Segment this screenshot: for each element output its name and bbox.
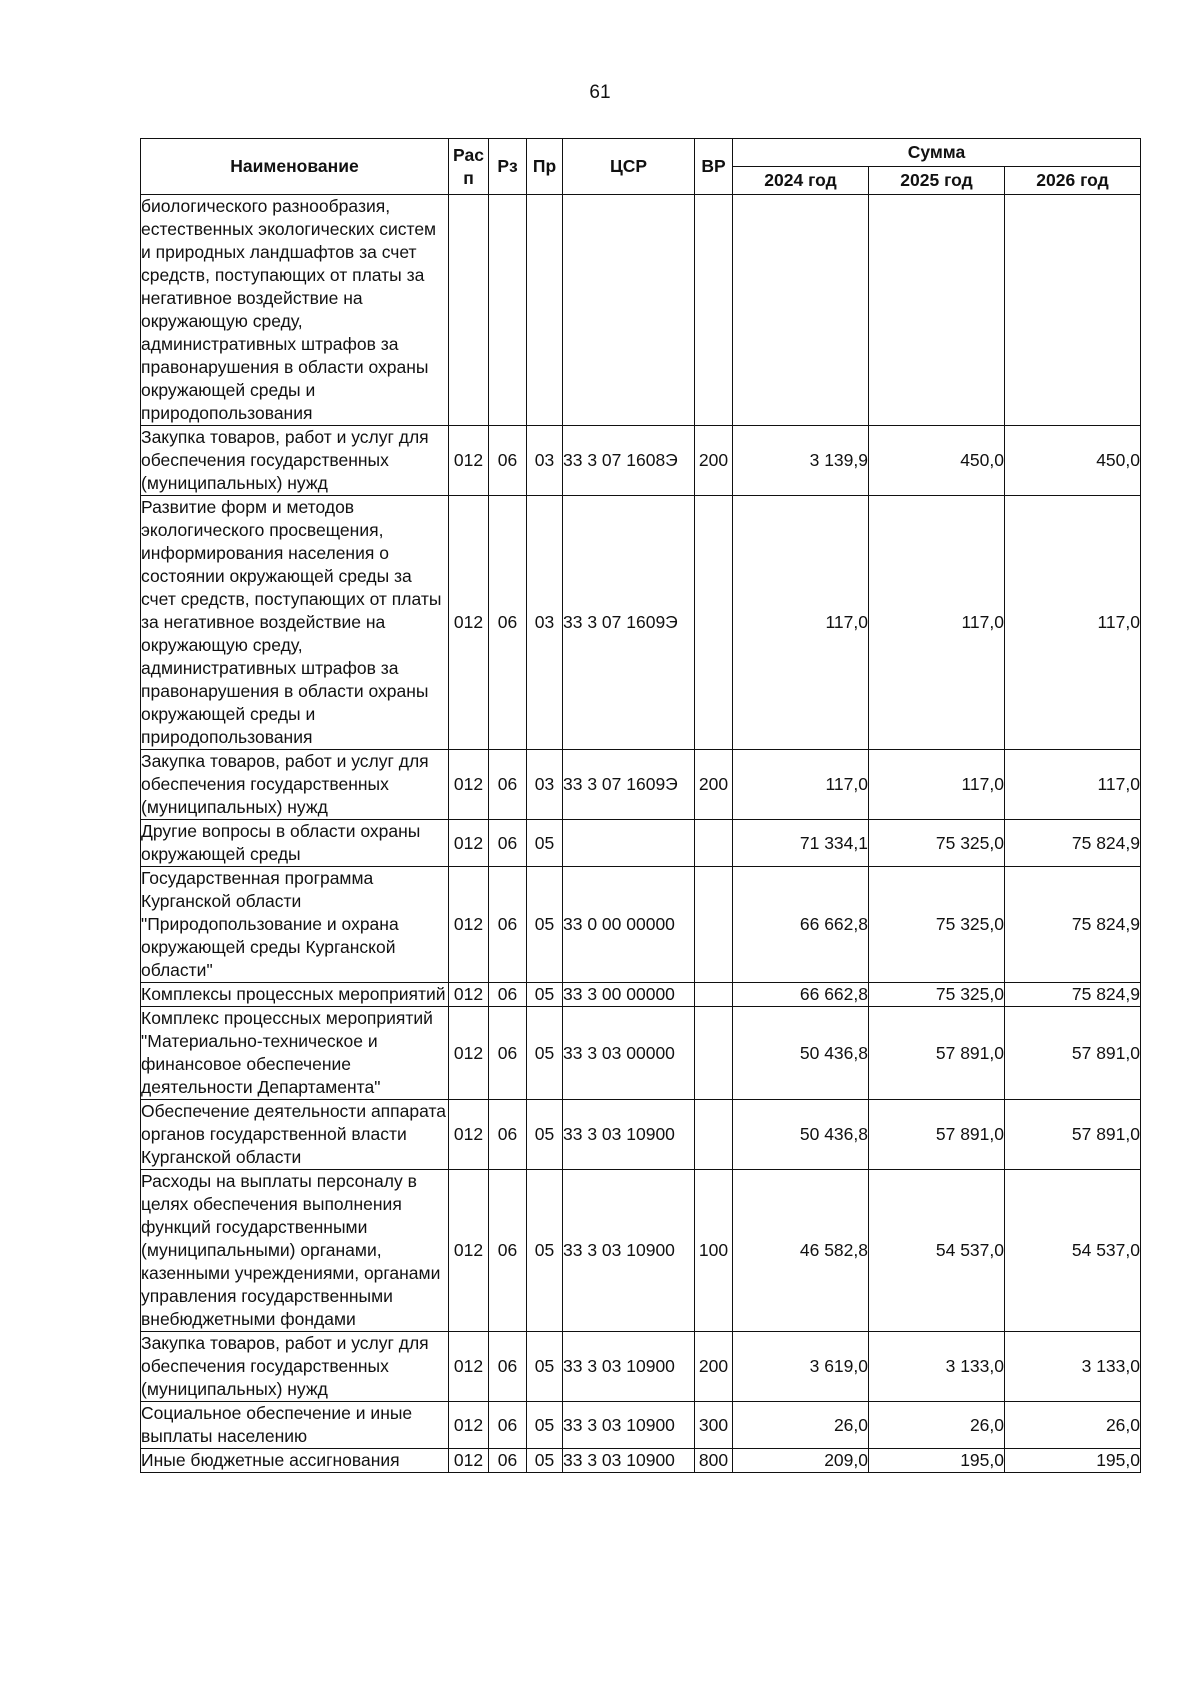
row-rz: 06: [489, 1007, 527, 1100]
row-amount-2025: 450,0: [869, 426, 1005, 496]
row-rasp: 012: [449, 867, 489, 983]
row-pr: 05: [527, 867, 563, 983]
row-csr: 33 3 07 1609Э: [563, 750, 695, 820]
row-amount-2026: 117,0: [1005, 750, 1141, 820]
row-amount-2025: 54 537,0: [869, 1170, 1005, 1332]
row-pr: 05: [527, 820, 563, 867]
row-amount-2024: 46 582,8: [733, 1170, 869, 1332]
row-amount-2024: 117,0: [733, 750, 869, 820]
row-rasp: 012: [449, 1332, 489, 1402]
header-year-2025: 2025 год: [869, 167, 1005, 195]
header-pr: Пр: [527, 139, 563, 195]
budget-table: [140, 138, 1141, 1473]
table-row: [141, 1449, 1141, 1473]
header-vr: ВР: [695, 139, 733, 195]
row-pr: 05: [527, 1402, 563, 1449]
row-amount-2025: 57 891,0: [869, 1007, 1005, 1100]
row-amount-2024: 3 619,0: [733, 1332, 869, 1402]
row-rz: 06: [489, 1332, 527, 1402]
row-csr: 33 3 07 1609Э: [563, 496, 695, 750]
row-rasp: 012: [449, 1449, 489, 1473]
header-rz: Рз: [489, 139, 527, 195]
row-amount-2025: 117,0: [869, 496, 1005, 750]
row-amount-2024: [733, 195, 869, 426]
row-name: биологического разнообразия, естественных экологических систем и природных ландшафтов за счет средств, поступающих от платы за негативное воздействие на окружающую среду, административных штрафов за правонарушения в области охраны окружающей среды и природопользования: [141, 195, 449, 426]
row-amount-2025: 26,0: [869, 1402, 1005, 1449]
table-row: [141, 1402, 1141, 1449]
row-amount-2024: 66 662,8: [733, 867, 869, 983]
row-rz: [489, 195, 527, 426]
row-amount-2025: 57 891,0: [869, 1100, 1005, 1170]
table-row: [141, 1007, 1141, 1100]
row-amount-2025: 75 325,0: [869, 820, 1005, 867]
row-rasp: 012: [449, 1402, 489, 1449]
row-name: Обеспечение деятельности аппарата органов государственной власти Курганской области: [141, 1100, 449, 1170]
row-amount-2025: 3 133,0: [869, 1332, 1005, 1402]
row-vr: 800: [695, 1449, 733, 1473]
row-rasp: 012: [449, 496, 489, 750]
row-amount-2026: 57 891,0: [1005, 1007, 1141, 1100]
row-rasp: [449, 195, 489, 426]
row-pr: 03: [527, 496, 563, 750]
row-amount-2026: 450,0: [1005, 426, 1141, 496]
row-amount-2025: 75 325,0: [869, 867, 1005, 983]
row-csr: 33 3 03 10900: [563, 1449, 695, 1473]
row-vr: 200: [695, 1332, 733, 1402]
row-vr: [695, 820, 733, 867]
row-amount-2024: 209,0: [733, 1449, 869, 1473]
row-name: Закупка товаров, работ и услуг для обеспечения государственных (муниципальных) нужд: [141, 750, 449, 820]
row-rz: 06: [489, 426, 527, 496]
row-name: Иные бюджетные ассигнования: [141, 1449, 449, 1473]
row-rz: 06: [489, 983, 527, 1007]
table-row: [141, 426, 1141, 496]
row-rz: 06: [489, 496, 527, 750]
row-rasp: 012: [449, 426, 489, 496]
row-amount-2024: 71 334,1: [733, 820, 869, 867]
row-csr: 33 3 03 10900: [563, 1402, 695, 1449]
row-name: Другие вопросы в области охраны окружающей среды: [141, 820, 449, 867]
page-number: 61: [589, 82, 611, 103]
row-rasp: 012: [449, 983, 489, 1007]
row-amount-2026: 57 891,0: [1005, 1100, 1141, 1170]
row-amount-2024: 50 436,8: [733, 1007, 869, 1100]
row-rz: 06: [489, 1100, 527, 1170]
table-row: [141, 983, 1141, 1007]
row-csr: [563, 820, 695, 867]
row-amount-2026: 75 824,9: [1005, 983, 1141, 1007]
row-amount-2026: 54 537,0: [1005, 1170, 1141, 1332]
table-row: [141, 1170, 1141, 1332]
row-amount-2024: 26,0: [733, 1402, 869, 1449]
row-rasp: 012: [449, 820, 489, 867]
row-pr: 03: [527, 750, 563, 820]
row-amount-2025: [869, 195, 1005, 426]
row-csr: 33 3 07 1608Э: [563, 426, 695, 496]
table-row: [141, 496, 1141, 750]
row-rz: 06: [489, 1402, 527, 1449]
row-amount-2026: 3 133,0: [1005, 1332, 1141, 1402]
row-csr: 33 0 00 00000: [563, 867, 695, 983]
row-rasp: 012: [449, 1007, 489, 1100]
row-pr: 05: [527, 1332, 563, 1402]
row-pr: 05: [527, 1170, 563, 1332]
header-year-2026: 2026 год: [1005, 167, 1141, 195]
header-year-2024: 2024 год: [733, 167, 869, 195]
table-row: [141, 750, 1141, 820]
row-name: Расходы на выплаты персоналу в целях обеспечения выполнения функций государственными (муниципальными) органами, казенными учреждениями, органами управления государственными внебюджетными фондами: [141, 1170, 449, 1332]
table-row: [141, 195, 1141, 426]
row-name: Закупка товаров, работ и услуг для обеспечения государственных (муниципальных) нужд: [141, 1332, 449, 1402]
row-rz: 06: [489, 1449, 527, 1473]
row-amount-2024: 3 139,9: [733, 426, 869, 496]
row-amount-2024: 50 436,8: [733, 1100, 869, 1170]
row-rz: 06: [489, 750, 527, 820]
row-name: Социальное обеспечение и иные выплаты населению: [141, 1402, 449, 1449]
row-rz: 06: [489, 820, 527, 867]
row-amount-2026: 26,0: [1005, 1402, 1141, 1449]
row-vr: 200: [695, 750, 733, 820]
row-pr: 03: [527, 426, 563, 496]
row-amount-2025: 75 325,0: [869, 983, 1005, 1007]
table-body: [141, 195, 1141, 1473]
row-amount-2025: 117,0: [869, 750, 1005, 820]
row-vr: [695, 983, 733, 1007]
table-row: [141, 867, 1141, 983]
row-pr: 05: [527, 1007, 563, 1100]
row-amount-2026: 195,0: [1005, 1449, 1141, 1473]
header-sum: Сумма: [733, 139, 1141, 167]
row-name: Государственная программа Курганской области "Природопользование и охрана окружающей среды Курганской области": [141, 867, 449, 983]
row-pr: 05: [527, 1100, 563, 1170]
row-vr: [695, 195, 733, 426]
row-amount-2024: 117,0: [733, 496, 869, 750]
row-vr: [695, 1100, 733, 1170]
row-csr: 33 3 03 10900: [563, 1100, 695, 1170]
row-vr: 100: [695, 1170, 733, 1332]
row-name: Развитие форм и методов экологического просвещения, информирования населения о состоянии окружающей среды за счет средств, поступающих от платы за негативное воздействие на окружающую среду, административных штрафов за правонарушения в области охраны окружающей среды и природопользования: [141, 496, 449, 750]
table-row: [141, 1332, 1141, 1402]
row-rz: 06: [489, 1170, 527, 1332]
table-header: [141, 139, 1141, 195]
row-pr: [527, 195, 563, 426]
row-name: Комплексы процессных мероприятий: [141, 983, 449, 1007]
row-vr: 200: [695, 426, 733, 496]
header-rasp: Рас п: [449, 139, 489, 195]
row-amount-2024: 66 662,8: [733, 983, 869, 1007]
header-csr: ЦСР: [563, 139, 695, 195]
row-rasp: 012: [449, 1100, 489, 1170]
row-csr: 33 3 03 10900: [563, 1332, 695, 1402]
row-csr: 33 3 03 00000: [563, 1007, 695, 1100]
row-pr: 05: [527, 983, 563, 1007]
row-vr: 300: [695, 1402, 733, 1449]
row-csr: 33 3 03 10900: [563, 1170, 695, 1332]
row-pr: 05: [527, 1449, 563, 1473]
row-amount-2026: 75 824,9: [1005, 820, 1141, 867]
row-rz: 06: [489, 867, 527, 983]
row-name: Закупка товаров, работ и услуг для обеспечения государственных (муниципальных) нужд: [141, 426, 449, 496]
row-name: Комплекс процессных мероприятий "Материально-техническое и финансовое обеспечение деятельности Департамента": [141, 1007, 449, 1100]
row-csr: [563, 195, 695, 426]
row-amount-2026: [1005, 195, 1141, 426]
row-vr: [695, 1007, 733, 1100]
row-vr: [695, 496, 733, 750]
row-amount-2025: 195,0: [869, 1449, 1005, 1473]
row-csr: 33 3 00 00000: [563, 983, 695, 1007]
table-row: [141, 1100, 1141, 1170]
row-vr: [695, 867, 733, 983]
table-row: [141, 820, 1141, 867]
row-rasp: 012: [449, 750, 489, 820]
row-rasp: 012: [449, 1170, 489, 1332]
row-amount-2026: 117,0: [1005, 496, 1141, 750]
header-name: Наименование: [141, 139, 449, 195]
row-amount-2026: 75 824,9: [1005, 867, 1141, 983]
